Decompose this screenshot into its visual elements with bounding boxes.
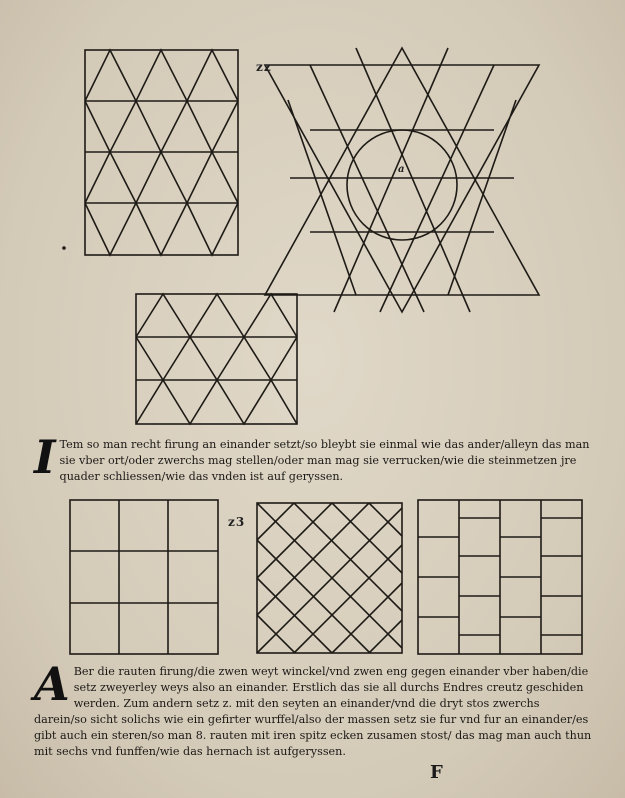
paragraph-2-text: Ber die rauten firung/die zwen weyt winckel/vnd zwen eng gegen einander vber haben/die setz zweyerley weys also an einander. Erstlich das sie all durchs Endres creutz geschiden werden. Zum andern setz z. mit den seyten an einander/vnd die dryt stos zwerchs darein/so sicht solichs wie ein gefirter wurffel/also der massen setz sie fur vnd fur an einander/es gibt auch ein steren/so man 8. rauten mit iren spitz ecken zusamen stost/ das mag man auch thun mit sechs vnd funffen/wie das hernach ist aufgeryssen. <box>34 665 592 758</box>
paragraph-1 <box>34 430 594 485</box>
triangle-row-rect-icon <box>136 294 297 424</box>
drop-cap-1: I <box>34 430 56 484</box>
ink-dot <box>62 246 66 250</box>
drop-cap-2: A <box>34 657 70 711</box>
paragraph-1-text: Tem so man recht firung an einander setzt/so bleybt sie einmal wie das ander/alleyn das man sie vber ort/oder zwerchs mag stellen/oder man mag sie verrucken/wie die steinmetzen jre quader schliessen/wie das vnden ist auf geryssen. <box>59 438 590 483</box>
center-label: a <box>398 164 406 175</box>
hexagram-star-icon <box>265 48 539 312</box>
square-grid-icon <box>70 500 218 654</box>
signature-mark: F <box>430 762 443 783</box>
figure-22-label: zz <box>256 60 272 74</box>
diamond-grid-icon <box>257 503 402 653</box>
triangle-grid-rect-icon <box>85 50 238 255</box>
figure-23-label: z3 <box>228 515 246 529</box>
paragraph-2 <box>34 657 594 760</box>
brick-grid-icon <box>418 500 582 654</box>
